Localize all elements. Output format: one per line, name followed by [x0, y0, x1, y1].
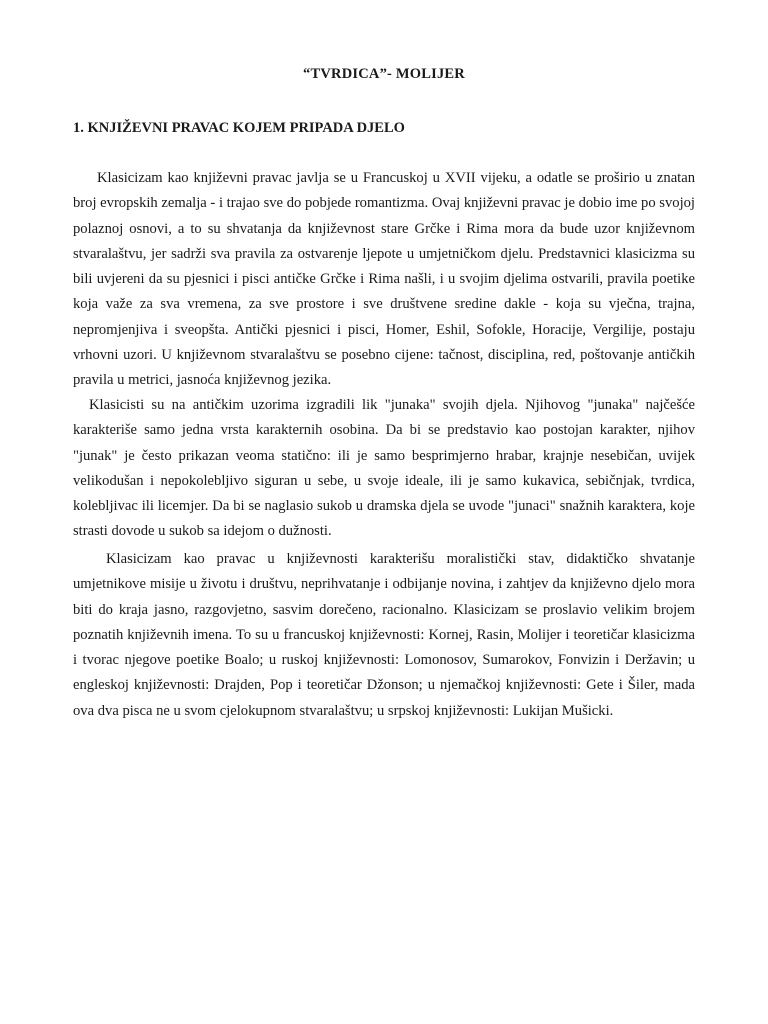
paragraph-1: Klasicizam kao književni pravac javlja se u Francuskoj u XVII vijeku, a odatle se proširio u znatan broj evropskih zemalja - i trajao sve do pobjede romantizma. Ovaj književni pravac je dobio ime po svojoj polaznoj osnovi, a to su shvatanja da književnost stare Grčke i Rima mora da bude uzor književnom stvaralaštvu, jer sadrži sva pravila za ostvarenje ljepote u umjetničkom djelu. Predstavnici klasicizma su bili uvjereni da su pjesnici i pisci antičke Grčke i Rima našli, i u svojim djelima ostvarili, pravila poetike koja važe za sva vremena, za sve prostore i sve društvene sredine dakle - koja su vječna, trajna, nepromjenjiva i sveopšta. Antički pjesnici i pisci, Homer, Eshil, Sofokle, Horacije, Vergilije, postaju vrhovni uzori. U književnom stvaralaštvu se posebno cijene: tačnost, disciplina, red, poštovanje antičkih pravila u metrici, jasnoća književnog jezika. — [73, 170, 695, 389]
document-title: “TVRDICA”- MOLIJER — [303, 66, 465, 82]
paragraph-3: Klasicizam kao pravac u književnosti karakterišu moralistički stav, didaktičko shvatanje umjetnikove misije u životu i društvu, neprihvatanje i odbijanje novina, i zahtjev da književno djelo mora biti do kraja jasno, razgovjetno, sasvim dorečeno, racionalno. Klasicizam se proslavio velikim brojem poznatih književnih imena. To su u francuskoj književnosti: Kornej, Rasin, Molijer i teoretičar klasicizma i tvorac njegove poetike Boalo; u ruskoj književnosti: Lomonosov, Sumarokov, Fonvizin i Deržavin; u engleskoj književnosti: Drajden, Pop i teoretičar Džonson; u njemačkoj književnosti: Gete i Šiler, mada ova dva pisca ne u svom cjelokupnom stvaralaštvu; u srpskoj književnosti: Lukijan Mušicki. — [73, 551, 695, 719]
section-heading: 1. KNJIŽEVNI PRAVAC KOJEM PRIPADA DJELO — [73, 120, 405, 136]
paragraph-2: Klasicisti su na antičkim uzorima izgradili lik "junaka" svojih djela. Njihovog "junaka" najčešće karakteriše samo jedna vrsta karakternih osobina. Da bi se predstavio kao postojan karakter, njihov "junak" je često prikazan veoma statično: ili je samo besprimjerno hrabar, krajnje nesebičan, uvijek velikodušan i nepokolebljivo siguran u sebe, u svoje ideale, ili je samo kukavica, sebičnjak, tvrdica, kolebljivac ili licemjer. Da bi se naglasio sukob u dramska djela se uvode "junaci" snažnih karaktera, koje strasti dovode u sukob sa idejom o dužnosti. — [73, 397, 695, 540]
